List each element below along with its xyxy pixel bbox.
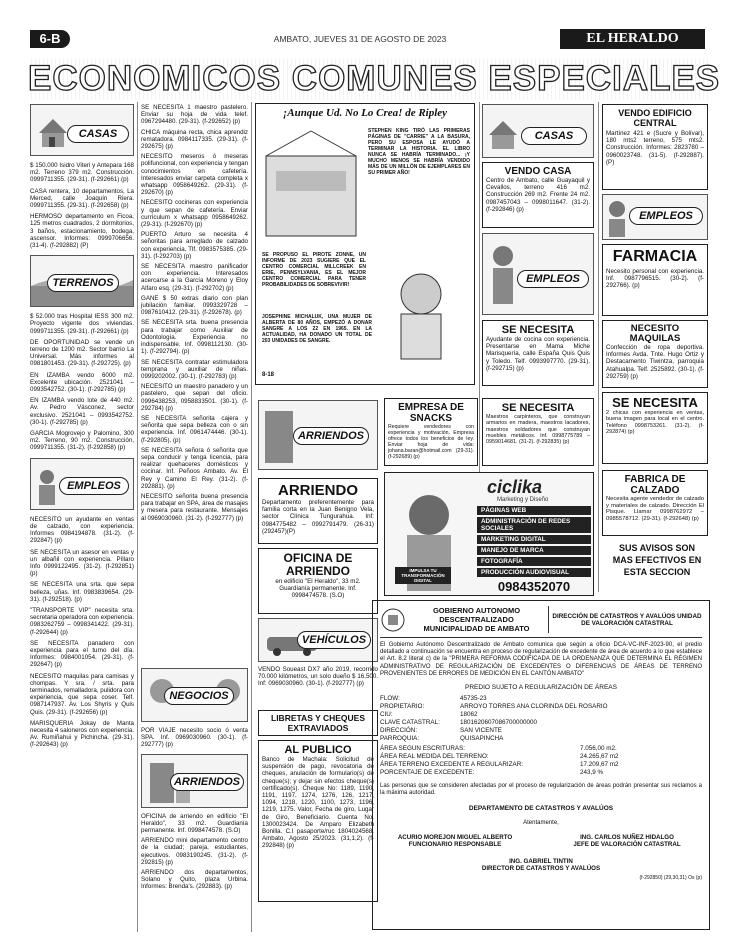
service-item: PÁGINAS WEB xyxy=(477,506,591,515)
empleos-label: EMPLEOS xyxy=(59,477,129,495)
maquilas-text: Confección de ropa deportiva. Informes Avda. Tnte. Hugo Ortiz y Destacamento Tiwintza, parroquia Atahualpa. Telf. 2525892. (30-1). (f-292759) (p) xyxy=(606,344,704,380)
job-ad: SE NECESITA maestro panificador con experiencia. Interesados acercarse a la García Moreno y Eloy Alfaro esq. (29-31). (f-292702) (p) xyxy=(141,263,248,292)
area-label: PORCENTAJE DE EXCEDENTE: xyxy=(380,769,475,777)
field-value: SAN VICENTE xyxy=(460,727,502,735)
ciclika-phone: 0984352070 xyxy=(497,579,571,594)
empleos-ad: NECESITO un ayudante en ventas de calzado, con experiencia. Informes 0984194878. (31-2). (f-292847) (p) xyxy=(30,515,134,545)
notice-areas xyxy=(380,745,702,777)
job-ad: SE NECESITA señorita cajera y señorita que sepa belleza con o sin experiencia. Inf. 0961474446. (30-1). (f-292805). (p) xyxy=(141,414,248,444)
arriendo-text: Departamento preferentemente para familia corta en la Juan Benigno Vela, sector Clínica Tungurahua. Inf: 0984775482 – 0992791479. (26-31)(292457)(P) xyxy=(262,499,374,535)
empleos-section-header-2 xyxy=(482,233,594,315)
job-ad: SE NECESITA srta. buena presencia para trabajar como Auxiliar de Odontología. Experiencia no indispensable. Inf. 0998112130. (30-1). (f-292794). (p) xyxy=(141,319,248,356)
casas-ad: CASA rentera, 10 departamentos, La Merced, calle Joaquín Riera. 0999711355. (29-31). (f-292658) (p) xyxy=(30,187,134,210)
municipal-notice xyxy=(372,600,710,930)
job-ad: SE NECESITA señora ó señorita que sepa conducir y tenga licencia, para realizar quehaceres domésticos y cocinar. Inf. Peñoos Ambato. Av. El Rey y Camino El Rey. (31-2). (f-292881). (p) xyxy=(141,446,248,490)
farmacia-box xyxy=(602,244,708,316)
oficina-box xyxy=(258,548,378,614)
area-value: 7.056,00 m2. xyxy=(580,745,617,753)
area-value: 24.265,67 m2 xyxy=(580,753,619,761)
empleos-section-header-3 xyxy=(602,194,708,240)
ciclika-logo: ciclika xyxy=(487,477,543,497)
casas-section-header xyxy=(30,104,134,156)
casas-section-header-2 xyxy=(482,104,594,158)
se-necesita-3-box xyxy=(602,392,708,464)
fabrica-text: Necesita agente vendedor de calzado y materiales de calzado. Dirección El Pisque. Llamar 0998762972 – 0985578712. (29-31). (f-292648) (p) xyxy=(606,496,704,522)
field-value: 45735-23 xyxy=(460,695,487,703)
field-label: FLOW: xyxy=(380,695,400,703)
field-label: DIRECCIÓN: xyxy=(380,727,418,735)
negocios-ad: OFICINA de arriendo en edificio "El Heraldo", 33 m2. Guardianía permanente. Inf. 0998474578. (S.O) xyxy=(141,812,248,835)
arriendos-section-header-2 xyxy=(258,400,378,470)
field-label: CIU: xyxy=(380,711,393,719)
terrenos-ad: GARCIA Mogrovejo y Palomino, 300 m2. Terreno, 90 m2. Construcción, 0999711355. (31-2). (f-292858) (p) xyxy=(30,430,134,452)
ripley-title: ¡Aunque Ud. No Lo Crea! de Ripley xyxy=(282,107,448,119)
avisos-promo: SUS AVISOS SON MAS EFECTIVOS EN ESTA SECCION xyxy=(612,543,702,577)
signatory-role: JEFE DE VALORACIÓN CATASTRAL xyxy=(573,841,681,849)
libretas-box xyxy=(258,710,378,736)
terrenos-label: TERRENOS xyxy=(47,274,119,292)
signatory-role: FUNCIONARIO RESPONSABLE xyxy=(408,841,502,849)
negocios-section-header xyxy=(141,668,248,722)
job-ad: CHICA máquina recta, chica aprendiz rematadora. 0984117335. (29-31). (f-292675) (p) xyxy=(141,128,248,151)
job-ad: NECESITO meseros ó meseras polifuncional, con experiencia y tengan conocimientos en cafetería. Interesados enviar carpeta completa x whatsapp 0958649262. (29-31). (f-292670) (p) xyxy=(141,153,248,197)
se-necesita-box xyxy=(482,320,594,386)
notice-outro: Las personas que se consideren afectadas por el proceso de regularización de áreas podrán presentar sus reclamos a la máxima autoridad. xyxy=(380,783,702,797)
masthead-brand xyxy=(560,29,705,49)
empleos-ad: NECESITO maquilas para camisas y chompas. Y sra. / srta. para terminados, remalladora, pulidora con experiencia, que sepa coser. Telf. 0987147937. Av. Los Shyris y Quis Quis. (29-31). (f-292656) (p) xyxy=(30,672,134,716)
job-ad: GANE $ 50 extras diario con plan jubilación familiar. 0993329728 – 0987610412. (29-31). (f-292678). (p) xyxy=(141,294,248,317)
dateline: AMBATO, JUEVES 31 DE AGOSTO DE 2023 xyxy=(273,34,447,44)
field-value: 18062 xyxy=(460,711,478,719)
empresa-snacks-box xyxy=(384,398,478,466)
empleos-label-3: EMPLEOS xyxy=(629,207,703,225)
terrenos-ad: EN IZAMBA vendo 6000 m2. Excelente ubicación. 2521041 – 0993542752. (30-1). (f-292785) (p) xyxy=(30,371,134,394)
field-value: ARROYO TORRES ANA CLORINDA DEL ROSARIO xyxy=(460,703,608,711)
fabrica-heading: FABRICA DE CALZADO xyxy=(624,474,686,496)
service-item: FOTOGRAFÍA xyxy=(477,557,591,566)
ripley-text-donor: JOSEPHINE MICHALUK, UNA MUJER DE ALBERTA DE 80 AÑOS, EMPEZÓ A DONAR SANGRE A LOS 22 EN 1965. EN LA ACTUALIDAD, HA DONADO UN TOTAL DE 203 UNIDADES DE SANGRE. xyxy=(262,314,372,344)
se-necesita-heading: SE NECESITA xyxy=(501,324,575,336)
signatory-role: DIRECTOR DE CATASTROS Y AVALÚOS xyxy=(481,865,601,873)
terrenos-section-header xyxy=(30,255,134,307)
vehiculos-label: VEHÍCULOS xyxy=(297,631,371,649)
publico-text: Banco de Machala: Solicitud de suspensión de pago, revocatoria de cheques, anulación de formulario(s) de cheque(s); y dejar sin efectos cheque(s) certificado(s). Cheque No: 1189, 1190, 1191, 1197, 1274, 1276, 126, 1217, 1094, 1218, 1220, 1100, 1273, 1196, 1219, 1275. Valor, Fecha de giro, Lugar de Giro, Beneficiario. Cuenta No. 1300023424. De Amparo Elizabeth Bonilla. C.I pasaporte/ruc 1804024568. Ambato, Agosto 25/2023. (31,1,2). (f-292848) (p) xyxy=(262,756,374,850)
area-label: ÁREA TERRENO EXCEDENTE A REGULARIZAR: xyxy=(380,761,523,769)
empleos-ad: MARISQUERIA Jokay de Manta necesita 4 saloneros con experiencia. Av. Rumiñahui y Pichincha. (29-31). (f-292643) (p) xyxy=(30,719,134,749)
casas-ad: HERMOSO departamento en Ficoa, 125 metros cuadrados, 2 dormitorios, 3 baños, estacionamiento, bodega, ascensor. Informes: 0999706656. (31-4). (f-292882) (P) xyxy=(30,213,134,250)
maquilas-box xyxy=(602,320,708,388)
arriendo-box xyxy=(258,478,378,544)
se-necesita-2-heading: SE NECESITA xyxy=(501,402,575,414)
ripley-comic xyxy=(255,103,475,385)
casas-label-2: CASAS xyxy=(521,127,587,145)
empleos-ad: SE NECESITA un asesor en ventas y un albañil con experiencia. Píllaro Info 0999122495. (31-2). (f-292851) (p) xyxy=(30,548,134,578)
vendo-edificio-heading: VENDO EDIFICIO CENTRAL xyxy=(618,108,692,128)
empleos-ad: "TRANSPORTE VIP" necesita srta. secretaria operadora con experiencia. 0983262759 – 0998341422. (29-31). (f-292644) (p) xyxy=(30,606,134,636)
se-necesita-3-heading: SE NECESITA xyxy=(612,395,698,410)
arriendo-heading: ARRIENDO xyxy=(277,482,358,499)
empresa-heading: EMPRESA DE SNACKS xyxy=(398,402,464,424)
vendo-edificio-box xyxy=(602,104,708,190)
oficina-heading: OFICINA DE ARRIENDO xyxy=(283,551,353,578)
field-label: PROPIETARIO: xyxy=(380,703,425,711)
empleos-ad: SE NECESITA una srta. que sepa belleza, uñas. Inf. 0983839654. (29-31). (f-292518). (p) xyxy=(30,581,134,603)
area-label: ÁREA REAL MEDIDA DEL TERRENO: xyxy=(380,753,489,761)
field-value: 1801620607086700000000 xyxy=(460,719,538,727)
negocios-ad: ARRIENDO mini departamento centro de la ciudad; pareja, estudiantes, ejecutivos. 0983190245. (31-2). (f-292815) (p) xyxy=(141,837,248,866)
empleos-section-header xyxy=(30,458,134,510)
ripley-date: 8-18 xyxy=(262,372,275,378)
ciclika-services xyxy=(477,506,591,594)
notice-atentamente: Atentamente, xyxy=(523,820,559,827)
job-ad: SE NECESITA 1 maestro pastelero. Enviar su hoja de vida telef. 0967294480. (29-31). (f-292652) (p) xyxy=(141,104,248,126)
area-label: ÁREA SEGUN ESCRITURAS: xyxy=(380,745,466,753)
field-value: QUISAPINCHA xyxy=(460,735,504,743)
service-item: ADMINISTRACIÓN DE REDES SOCIALES xyxy=(477,517,591,533)
libretas-heading: LIBRETAS Y CHEQUES EXTRAVIADOS xyxy=(271,713,365,733)
empleos-label-2: EMPLEOS xyxy=(517,270,589,288)
ciclika-badge: IMPULSA TU TRANSFORMACIÓN DIGITAL xyxy=(395,567,451,584)
publico-heading: AL PUBLICO xyxy=(284,744,352,756)
section-banner: ECONOMICOS COMUNES ESPECIALES xyxy=(28,59,721,98)
vendo-casa-text: Centro de Ambato, calle Guayaquil y Cevallos, terreno 416 m2. Construcción 269 m2. Frente 24 m2. 0987457043 – 0998011647. (31-2). (f-292846) (p) xyxy=(486,177,590,213)
publico-box xyxy=(258,740,378,902)
se-necesita-2-box xyxy=(482,398,594,466)
mall-illustration xyxy=(261,126,361,246)
page-number: 6-B xyxy=(39,31,61,46)
notice-dept-sign: DEPARTAMENTO DE CATASTROS Y AVALÚOS xyxy=(468,805,614,813)
job-ad: NECESITO cocineras con experiencia y que sepan de cafetería. Enviar currículum x whatsapp 0958649262. (29-31). (f-292670) (p) xyxy=(141,199,248,229)
oficina-text: en edificio "El Heraldo", 33 m2. Guardianía permanente. Inf. 0998474578. (S.O) xyxy=(275,578,361,600)
municipal-seal-icon xyxy=(380,607,406,633)
service-item: PRODUCCIÓN AUDIOVISUAL xyxy=(477,568,591,577)
signatory-name: ING. GABRIEL TINTIN xyxy=(509,858,573,866)
column-2 xyxy=(141,104,248,522)
area-value: 243,9 % xyxy=(580,769,604,777)
arriendos-label-2: ARRIENDOS xyxy=(293,427,369,445)
job-ad: PUERTO Arturo se necesita 4 señoritas para arreglado de calzado con experiencia. Tlf. 0983575385. (29-31). (f-292703) (p) xyxy=(141,231,248,260)
job-ad: NECESITO señorita buena presencia para trabajar en SPA, área de masajes y mesera para restaurante. Mensajes al 0969030960. (31-2). (f-292777) (p) xyxy=(141,492,248,522)
negocios-ad: POR VIAJE necesito socio ó venta SPA. Inf. 0969030960. (30-1). (f-292777) (p) xyxy=(141,727,248,749)
signatory-name: ING. CARLOS NUÑEZ HIDALGO xyxy=(580,834,674,842)
casas-ad: $ 150.000 Isidro Viteri y Antepara 168 m2. Terreno 379 m2. Construcción. 0999711355. (29-31). (f-292661) (p) xyxy=(30,162,134,184)
casas-label: CASAS xyxy=(67,125,129,143)
vendo-casa-box xyxy=(482,162,594,228)
column-2-bottom xyxy=(141,668,248,891)
job-ad: SE NECESITA contratar estimuladora temprana y auxiliar de niñas. 0999202002. (30-1). (f-292783) (p) xyxy=(141,358,248,380)
ripley-text-mall: SE PROPUSO EL PIROTE ZONNE, UN INFORME DE 2023 SUGIERE QUE EL CENTRO COMERCIAL MILLCREEK EN ERIE, PENNSYLVANIA, ES EL MEJOR CENTRO COMERCIAL PARA TENER PROBABILIDADES DE SOBREVIVIR! xyxy=(262,252,366,288)
notice-dept: DIRECCIÓN DE CATASTROS Y AVALÚOS UNIDAD DE VALORACIÓN CATASTRAL xyxy=(552,612,702,627)
empresa-text: Requiere vendedores con experiencia y motivación. Empresa ofrece todos los beneficios de ley. Enviar hoja de vida: johana.baran@hotmail.com (29-31). (f-292689) (p) xyxy=(388,424,474,460)
ciclika-ad xyxy=(384,472,594,596)
notice-intro: El Gobierno Autónomo Descentralizado de Ambato comunica que según a oficio DCA-VC-INF-2023-90, el predio detallado a continuación se encuentra en proceso de regularización de excedente de área de acuerdo a lo que establece el Art. 8.2 literal c) de la "PRIMERA REFORMA CODIFICADA DE LA ORDENANZA QUE DETERMINA EL RÉGIMEN ADMINISTRATIVO DE REGULARIZACIÓN DE EXCEDENTES O DIFERENCIAS DE ÁREAS DE TERRENO PROVENIENTES DE ERRORES DE MEDICIÓN EN EL CANTÓN AMBATO" xyxy=(380,642,702,677)
fabrica-calzado-box xyxy=(602,470,708,536)
ciclika-tagline: Marketing y Diseño xyxy=(497,497,549,503)
arriendos-label: ARRIENDOS xyxy=(170,773,244,791)
arriendos-section-header xyxy=(141,754,248,808)
area-value: 17.209,67 m2 xyxy=(580,761,619,769)
terrenos-ad: $ 52.000 tras Hospital IESS 300 m2. Proyecto vigente dos viviendas. 0999711355. (29-31). (f-292661) (p) xyxy=(30,313,134,335)
notice-org: GOBIERNO AUTONOMO DESCENTRALIZADO MUNICIPALIDAD DE AMBATO xyxy=(409,606,549,633)
field-label: PARROQUIA: xyxy=(380,735,420,743)
ripley-text-king: STEPHEN KING TIRÓ LAS PRIMERAS PÁGINAS DE "CARRIE" A LA BASURA, PERO SU ESPOSA LE AYUDÓ A TERMINAR LA HISTORIA. EL LIBRO NUNCA SE HABRÍA TERMINADO... ¡Y MUCHO MENOS SE HABRÍA VENDIDO MÁS DE UN MILLÓN DE EJEMPLARES EN SU PRIMER AÑO! xyxy=(368,128,470,176)
terrenos-ad: DE OPORTUNIDAD se vende un terreno de 1200 m2. Sector barrio La Universal. Más informes al 0981801453. (29-31). (f-292725). (p) xyxy=(30,338,134,368)
notice-ref: (f-292850) (29,30,31) Os (p) xyxy=(639,875,702,882)
terrenos-ad: EN IZAMBA vendo lote de 440 m2. Av. Pedro Vásconez, sector exclusivo. 2521041 – 0993542752. (30-1). (f-292785) (p) xyxy=(30,397,134,426)
page-number-tab xyxy=(30,30,70,48)
farmacia-text: Necesito personal con experiencia. Inf. 0987796515. (30-2). (f-292766). (p) xyxy=(606,268,704,290)
empleos-ad: SE NECESITA panadero con experiencia para el turno del día. Informes: 0984001054. (29-31). (f-292647) (p) xyxy=(30,639,134,669)
brand-name: EL HERALDO xyxy=(586,31,679,46)
blood-donor-illustration xyxy=(376,254,466,364)
signatory-name: ACURIO MOREJON MIGUEL ALBERTO xyxy=(397,834,513,842)
se-necesita-text: Ayudante de cocina con experiencia. Presentarse en Mama Miche Marisquería, calle España Quis Quis y Toledo. Telf. 0993997770. (29-31). (f-292715) (p) xyxy=(486,336,590,372)
negocios-label: NEGOCIOS xyxy=(164,687,234,705)
vendo-casa-heading: VENDO CASA xyxy=(504,166,572,177)
service-item: MANEJO DE MARCA xyxy=(477,546,591,555)
negocios-ad: ARRIENDO dos departamentos, Solano y Quito, plaza Urbina. Informes: Brenda's. (292883). (p) xyxy=(141,869,248,891)
job-ad: NECESITO un maestro panadero y un pastelero, que sepan del oficio. 0996438253, 0958833501. (30-1). (f-292784) (p) xyxy=(141,383,248,412)
field-label: CLAVE CATASTRAL: xyxy=(380,719,440,727)
farmacia-heading: FARMACIA xyxy=(612,248,698,265)
se-necesita-2-text: Maestros carpinteros, que construyan armarios en madera, maestros lacadores, maestros soldadores que construyan muebles metálicos. Inf. 0998775789 – 0959014681. (31-2). (f-292835) (p) xyxy=(486,414,590,446)
vendo-edificio-text: Martínez 421 e (Sucre y Bolívar), 180 mts2 terreno, 575 mts2. Construcción. Informes: 2823780 – 0960023748. (31-5). (f-292887). (P) xyxy=(606,130,704,166)
column-1 xyxy=(30,104,134,749)
notice-fields xyxy=(380,695,702,743)
notice-subhead: PREDIO SUJETO A REGULARIZACIÓN DE ÁREAS xyxy=(465,684,617,692)
vehiculos-ad: VENDO Soueast DX7 año 2019, recorrido 70.000 kilómetros, un solo dueño $ 16.500. Inf: 0969030960. (30-1). (f-292777) (p) xyxy=(258,666,378,688)
service-item: MARKETING DIGITAL xyxy=(477,535,591,544)
se-necesita-3-text: 2 chicas con experiencia en ventas, buena imagen para local en el centro. Teléfono 0998753261. (31-2). (f-292874) (p) xyxy=(606,410,704,436)
maquilas-heading: NECESITO MAQUILAS xyxy=(629,323,681,344)
vehiculos-section-header xyxy=(258,618,378,662)
